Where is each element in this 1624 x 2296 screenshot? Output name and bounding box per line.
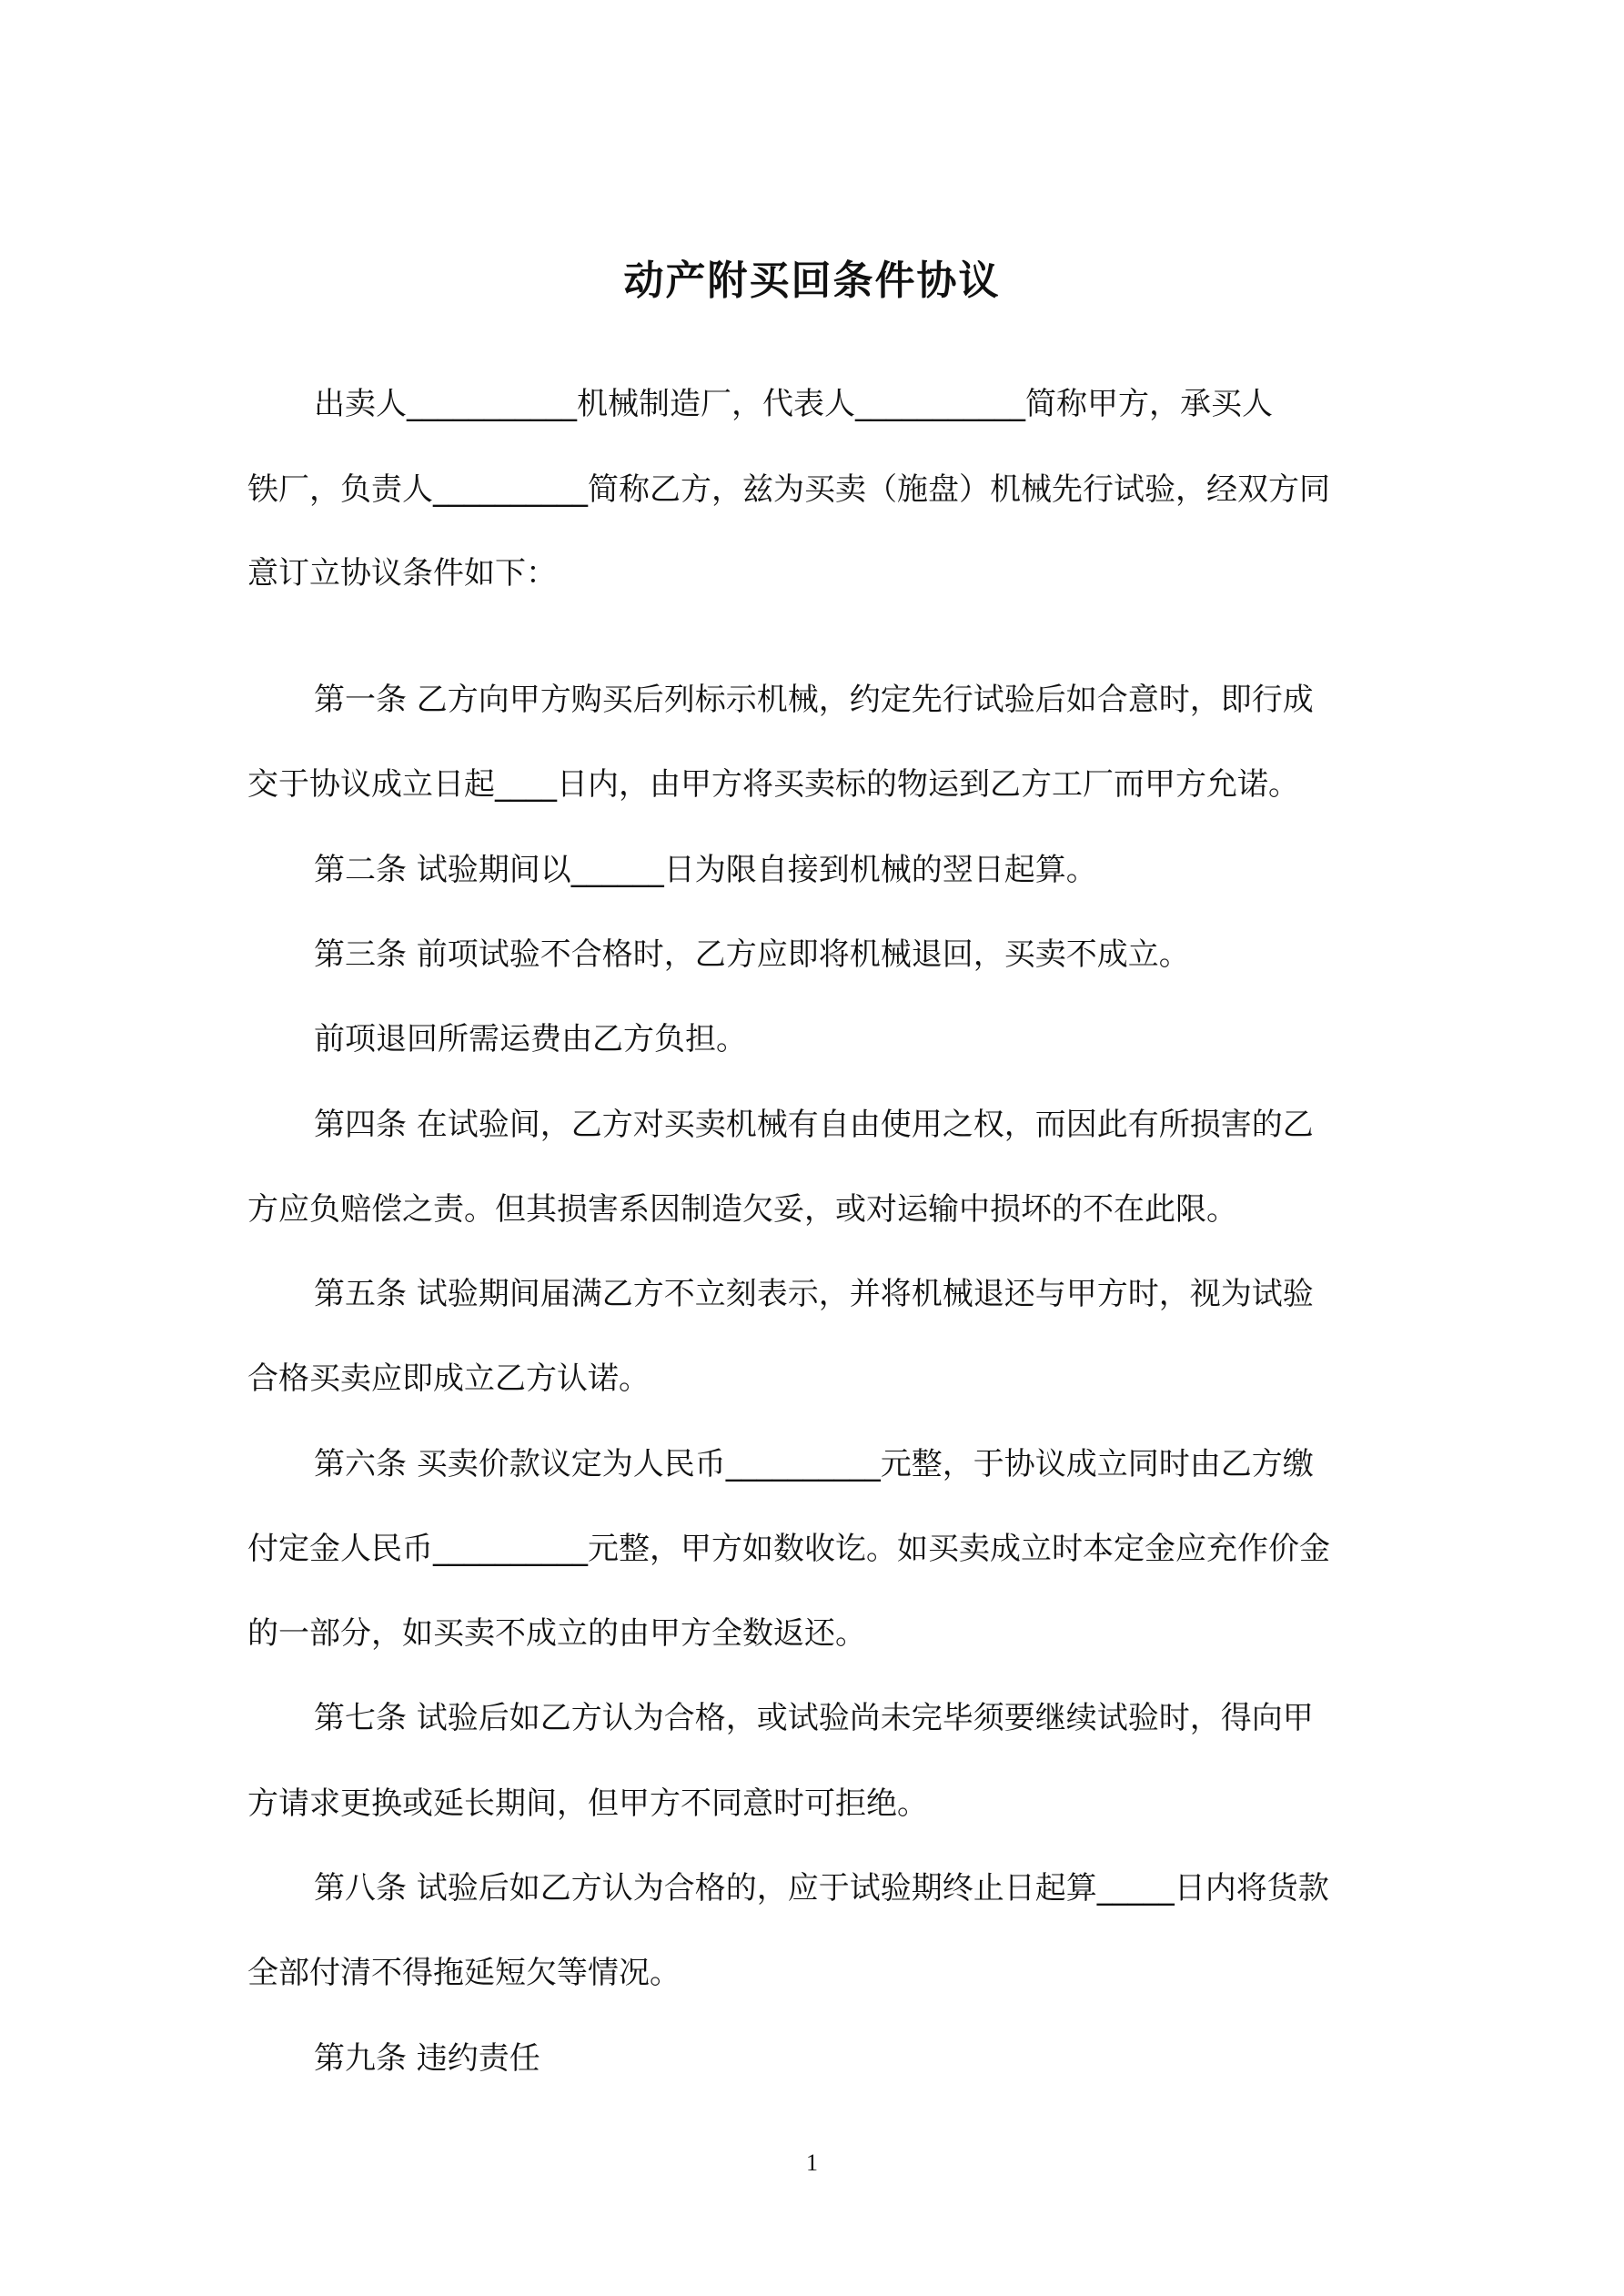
- article-1-line-1: 第一条 乙方向甲方购买后列标示机械，约定先行试验后如合意时，即行成: [314, 682, 1314, 718]
- article-6-line-2: 付定金人民币__________元整，甲方如数收讫。如买卖成立时本定金应充作价金: [247, 1531, 1330, 1567]
- article-9-line-1: 第九条 违约责任: [314, 2040, 540, 2077]
- document-title: 动产附买回条件协议: [623, 258, 1001, 304]
- article-8-line-1: 第八条 试验后如乙方认为合格的，应于试验期终止日起算_____日内将货款: [314, 1870, 1329, 1907]
- article-4-line-2: 方应负赔偿之责。但其损害系因制造欠妥，或对运输中损坏的不在此限。: [247, 1191, 1237, 1228]
- article-3-line-1: 第三条 前项试验不合格时，乙方应即将机械退回，买卖不成立。: [314, 936, 1190, 973]
- article-5-line-1: 第五条 试验期间届满乙方不立刻表示，并将机械退还与甲方时，视为试验: [314, 1276, 1314, 1312]
- article-6-line-3: 的一部分，如买卖不成立的由甲方全数返还。: [247, 1615, 866, 1652]
- article-2-line-1: 第二条 试验期间以______日为限自接到机械的翌日起算。: [314, 852, 1097, 888]
- page-number: 1: [806, 2149, 818, 2176]
- article-1-line-2: 交于协议成立日起____日内，由甲方将买卖标的物运到乙方工厂而甲方允诺。: [247, 766, 1299, 803]
- preamble-line-2: 铁厂，负责人__________简称乙方，兹为买卖（施盘）机械先行试验，经双方同: [247, 471, 1330, 508]
- preamble-line-3: 意订立协议条件如下：: [247, 555, 557, 592]
- article-3-line-2: 前项退回所需运费由乙方负担。: [314, 1021, 747, 1057]
- article-5-line-2: 合格买卖应即成立乙方认诺。: [247, 1360, 650, 1397]
- article-7-line-1: 第七条 试验后如乙方认为合格，或试验尚未完毕须要继续试验时，得向甲: [314, 1700, 1314, 1736]
- article-8-line-2: 全部付清不得拖延短欠等情况。: [247, 1955, 681, 1991]
- article-7-line-2: 方请求更换或延长期间，但甲方不同意时可拒绝。: [247, 1785, 928, 1822]
- preamble-line-1: 出卖人___________机械制造厂，代表人___________简称甲方，承买人: [314, 386, 1273, 422]
- article-6-line-1: 第六条 买卖价款议定为人民币__________元整，于协议成立同时由乙方缴: [314, 1446, 1314, 1482]
- article-4-line-1: 第四条 在试验间，乙方对买卖机械有自由使用之权，而因此有所损害的乙: [314, 1107, 1314, 1143]
